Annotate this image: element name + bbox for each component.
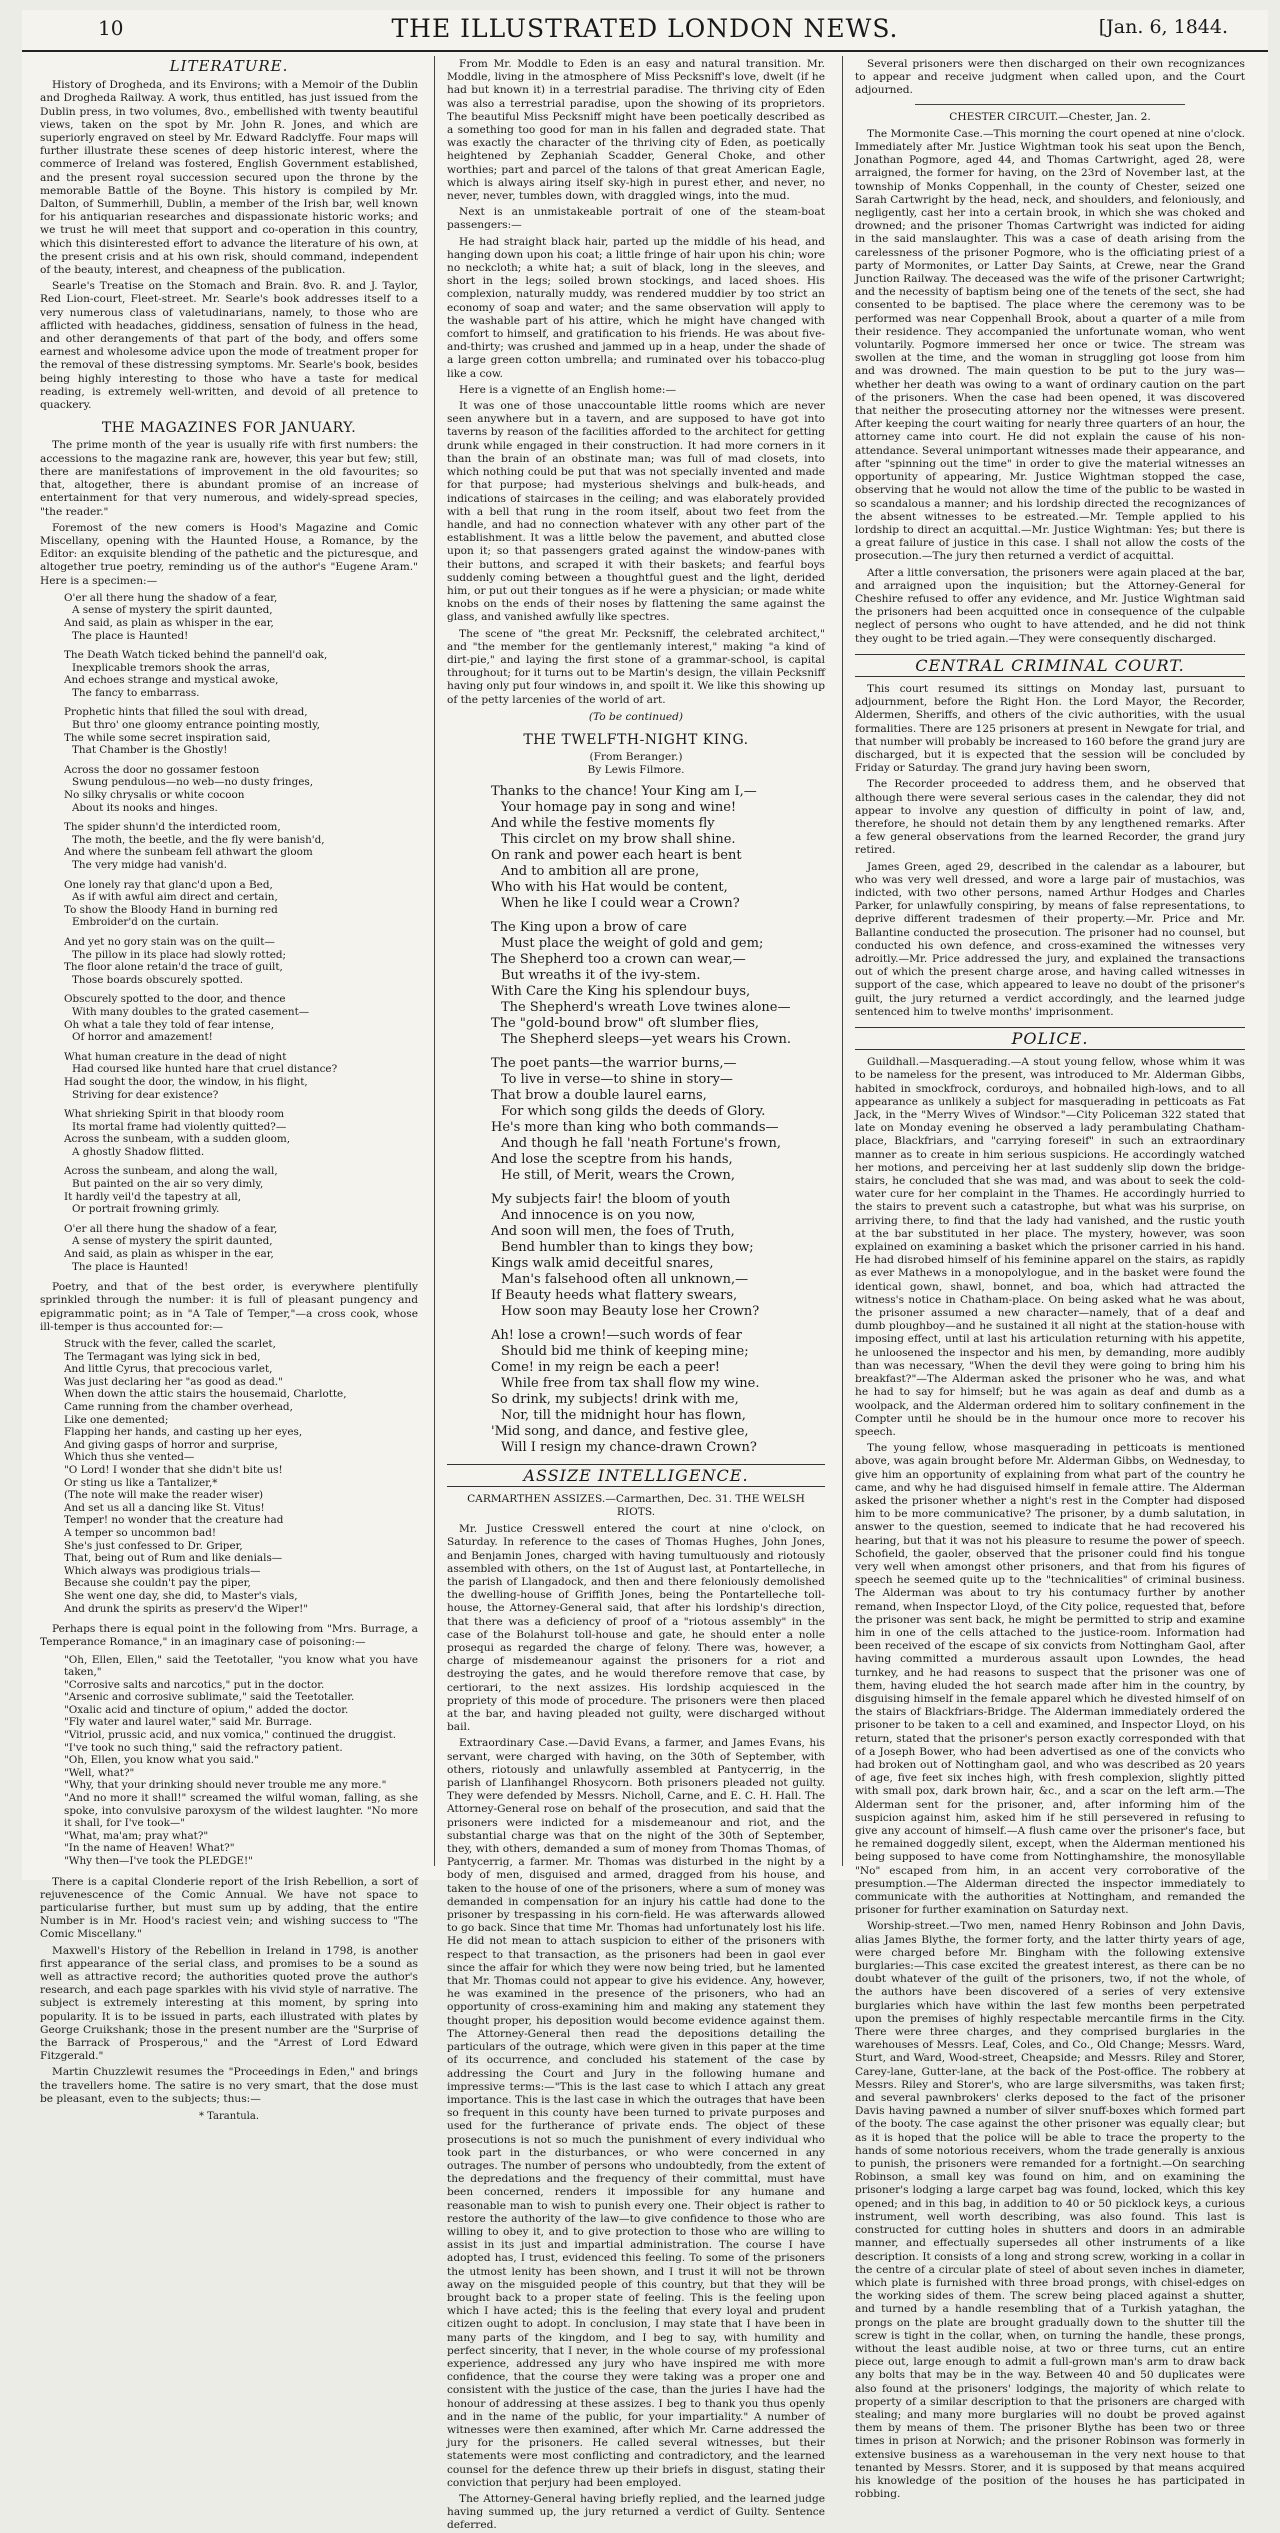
poem-line: Which thus she vented— <box>64 1451 195 1464</box>
central-criminal-court-heading: CENTRAL CRIMINAL COURT. <box>855 654 1245 677</box>
poem-line: (The note will make the reader wiser) <box>64 1489 264 1502</box>
poem-line: "Arsenic and corrosive sublimate," said the Teetotaller. <box>64 1691 355 1704</box>
poem-line: But thro' one gloomy entrance pointing mostly, <box>72 719 320 732</box>
stanza <box>64 936 418 986</box>
poem-line: When he like I could wear a Crown? <box>501 895 740 911</box>
poem-line: Across the sunbeam, with a sudden gloom, <box>64 1133 291 1146</box>
chester-paragraph: The Mormonite Case.—This morning the court opened at nine o'clock. Immediately after Mr. Justice Wightman took his seat upon the Bench, Jonathan Pogmore, aged 44, and Thomas Cartwright, aged 28, were arraigned, the former for having, on the 23rd of November last, at the township of Monks Coppenhall, in the county of Chester, seized one Sarah Cartwright by the head, neck, and shoulders, and feloniously, and negligently, cast her into a certain brook, in which she was choked and drowned; and the prisoner Thomas Cartwright was indicted for aiding in the said manslaughter. This was a case of death arising from the carelessness of the prisoner Pogmore, who is the officiating priest of a party of Mormonites, or Latter Day Saints, at Crewe, near the Grand Junction Railway. The deceased was the wife of the prisoner Cartwright; and the necessity of baptism being one of the tenets of the sect, she had consented to be baptised. The place where the ceremony was to be performed was near Coppenhall Brook, about a quarter of a mile from their residence. They accompanied the unfortunate woman, who went voluntarily. Pogmore immersed her once or twice. The stream was swollen at the time, and the woman in struggling got loose from him and was drowned. The main question to be put to the jury was—whether her death was owing to a want of ordinary caution on the part of the prisoners. When the case had been opened, it was discovered that neither the prosecuting attorney nor the witnesses were present. After keeping the court waiting for nearly three quarters of an hour, the attorney came into court. He did not explain the cause of his non-attendance. Several unimportant witnesses made their appearance, and after "spinning out the time" in order to give the material witnesses an opportunity of appearing, Mr. Justice Wightman stopped the case, observing that he would not allow the time of the public to be wasted in so scandalous a manner; and his lordship directed the recognizances of the absent witnesses to be estreated.—Mr. Temple applied to his lordship to direct an acquittal.—Mr. Justice Wightman: Yes; but there is a great failure of justice in this case. I shall not allow the costs of the prosecution.—The jury then returned a verdict of acquittal. <box>855 127 1245 563</box>
poem-line: A temper so uncommon bad! <box>64 1526 217 1539</box>
poem-line: Had sought the door, the window, in his flight, <box>64 1075 308 1088</box>
poem-line: Should bid me think of keeping mine; <box>501 1343 749 1359</box>
poem-line: The Shepherd sleeps—yet wears his Crown. <box>501 1031 792 1047</box>
chester-paragraph: After a little conversation, the prisoners were again placed at the bar, and arraigned upon the inquisition; but the Attorney-General for Cheshire refused to offer any evidence, and Mr. Justice Wightman said the prisoners had been acquitted once in consequence of the culpable neglect of persons who ought to have attended, and he did not think they ought to be tried again.—They were consequently discharged. <box>855 566 1245 645</box>
poem-line: Across the door no gossamer festoon <box>64 763 260 776</box>
article-drogheda: History of Drogheda, and its Environs; with a Memoir of the Dublin and Drogheda Railway. A work, thus entitled, has just issued from the Dublin press, in two volumes, 8vo., embellished with twenty beautiful views, taken on the spot by Mr. John R. Jones, and which are superiorly engraved on steel by Mr. Edward Radclyffe. Four maps will further illustrate these scenes of deep historic interest, where the commerce of Ireland was fostered, English Government established, and the present royal succession secured upon the throne by the memorable Battle of the Boyne. This history is compiled by Mr. Dalton, of Summerhill, Dublin, a member of the Irish bar, well known for his antiquarian researches and dispassionate historic works; and we trust he will meet that support and co-operation in this country, which this disinterested effort to advance the literature of his own, at the present crisis and at his own risk, should command, independent of the beauty, interest, and cheapness of the publication. <box>40 79 418 277</box>
ccc-paragraph: This court resumed its sittings on Monday last, pursuant to adjournment, before the Right Hon. the Lord Mayor, the Recorder, Aldermen, Sheriffs, and others of the civic authorities, with the usual formalities. There are 125 prisoners at present in Newgate for trial, and that number will probably be increased to 160 before the grand jury are discharged, but it is expected that the session will be concluded by Friday or Saturday. The grand jury having been sworn, <box>855 682 1245 775</box>
poem-line: The King upon a brow of care <box>491 919 687 935</box>
poem-line: The "gold-bound brow" oft slumber flies, <box>491 1015 760 1031</box>
stanza <box>64 821 418 871</box>
poem-line: Came running from the chamber overhead, <box>64 1401 293 1413</box>
temper-intro: Poetry, and that of the best order, is everywhere plentifully sprinkled through the number: it is full of pleasant pungency and epigrammatic point; as in "A Tale of Temper,"—a cross cook, whose ill-temper is thus accounted for:— <box>40 1281 418 1333</box>
poem-line: This circlet on my brow shall shine. <box>501 831 736 847</box>
poem-line: Because she couldn't pay the piper, <box>64 1577 251 1590</box>
poem-line: The very midge had vanish'd. <box>72 859 227 871</box>
poem-line: Struck with the fever, called the scarlet, <box>64 1338 276 1351</box>
stanza <box>64 993 418 1043</box>
police-heading: POLICE. <box>855 1027 1245 1050</box>
poem-line: To live in verse—to shine in story— <box>501 1071 733 1087</box>
poem-line: "Vitriol, prussic acid, and nux vomica," continued the druggist. <box>64 1729 396 1742</box>
poem-line: "Why, that your drinking should never trouble me any more." <box>64 1779 387 1792</box>
poem-line: The place is Haunted! <box>72 1260 189 1273</box>
poem-line: "In the name of Heaven! What?" <box>64 1842 235 1855</box>
stanza <box>64 706 418 756</box>
poem-line: The while some secret inspiration said, <box>64 731 271 744</box>
masthead <box>22 10 1268 52</box>
poem-line: And while the festive moments fly <box>491 815 715 831</box>
carmarthen-paragraph: The Attorney-General having briefly replied, and the learned judge having summed up, the jury returned a verdict of Guilty. Sentence deferred. <box>447 2493 825 2532</box>
newspaper-title: THE ILLUSTRATED LONDON NEWS. <box>391 14 899 43</box>
poem-line: The Termagant was lying sick in bed, <box>64 1350 261 1363</box>
police-paragraph: Worship-street.—Two men, named Henry Robinson and John Davis, alias James Blythe, the former forty, and the latter thirty years of age, were charged before Mr. Bingham with the following extensive burglaries:—This case excited the greatest interest, as there can be no doubt whatever of the guilt of the prisoners, two, if not the whole, of the authors have been discovered of a series of very extensive burglaries which have within the last few months been perpetrated upon the premises of highly respectable mercantile firms in the City. There were three charges, and they comprised burglaries in the warehouses of Messrs. Leaf, Coles, and Co., Old Change; Messrs. Ward, Sturt, and Ward, Wood-street, Cheapside; and Messrs. Riley and Storer, Carey-lane, Gutter-lane, at the back of the Post-office. The robbery at Messrs. Riley and Storer's, who are large silversmiths, was taken first; and several pawnbrokers' clerks deposed to the fact of the prisoner Davis having pawned a number of silver snuff-boxes which formed part of the booty. The case against the other prisoner was equally clear; but as it is hoped that the police will be able to trace the property to the hands of some notorious receivers, whom the trade generally is anxious to punish, the prisoners were remanded for a fortnight.—On searching Robinson, a small key was found on him, and on examining the prisoner's lodging a large carpet bag was found, locked, which this key opened; and in this bag, in addition to 40 or 50 picklock keys, a curious instrument, well worth describing, was also found. This last is constructed for cutting holes in shutters and doors in an admirable manner, and effectually supersedes all other instruments of a like description. It consists of a long and strong screw, working in a collar in the centre of a circular plate of steel of about seven inches in diameter, which plate is furnished with three broad prongs, with chisel-edges on the working sides of them. The screw being placed against a shutter, and turned by a handle resembling that of a Turkish yataghan, the prongs on the plate are brought gradually down to the shutter till the screw is tight in the collar, when, on turning the handle, these prongs, without the least audible noise, at two or three turns, cut an entire piece out, large enough to admit a full-grown man's arm to draw back any bolts that may be in the way. Between 40 and 50 duplicates were also found at the prisoners' lodgings, the majority of which relate to property of a similar description to that the prisoners are charged with stealing; and many more burglaries will no doubt be proved against them by means of them. The prisoner Blythe has been two or three times in prison at Norwich; and the prisoner Robinson was formerly in extensive business as a warehouseman in the very next house to that tenanted by Messrs. Storer, and it is supposed by that means acquired his knowledge of the position of the houses he has participated in robbing. <box>855 1920 1245 2501</box>
poem-line: The floor alone retain'd the trace of guilt, <box>64 961 283 974</box>
poem-line: One lonely ray that glanc'd upon a Bed, <box>64 878 273 891</box>
poem-line: The Shepherd too a crown can wear,— <box>491 951 746 967</box>
poem-line: "O Lord! I wonder that she didn't bite us! <box>64 1463 283 1476</box>
stanza <box>491 1056 825 1184</box>
ccc-paragraph: James Green, aged 29, described in the calendar as a labourer, but who was very well dressed, and wore a large pair of mustachios, was indicted, with two other persons, named Arthur Hodges and Charles Parker, for unlawfully conspiring, by means of false representations, to deprive different tradesmen of their property.—Mr. Price and Mr. Ballantine conducted the prosecution. The prisoner had no counsel, but conducted his own defence, and cross-examined the witnesses very adroitly.—Mr. Price addressed the jury, and explained the transactions out of which the present charge arose, and having called witnesses in support of the case, which appeared to leave no doubt of the prisoner's guilt, the jury returned a verdict accordingly, and the learned judge sentenced him to twelve months' imprisonment. <box>855 860 1245 1018</box>
rebellion-paragraph: There is a capital Clonderie report of the Irish Rebellion, a sort of rejuvenescence of the Comic Annual. We have not space to particularise further, but must sum up by adding, that the entire Number is in Mr. Hood's raciest vein; and wishing success to "The Comic Miscellany." <box>40 1875 418 1941</box>
poem-line: Its mortal frame had violently quitted?— <box>72 1120 287 1133</box>
poem-line: Must place the weight of gold and gem; <box>501 935 764 951</box>
eden-paragraph: The scene of "the great Mr. Pecksniff, the celebrated architect," and "the member for the gentlemanly interest," making "a kind of dirt-pie," and laying the first stone of a grammar-school, is capital throughout; for it turns out to be Martin's design, the villain Pecksniff having only put four windows in, and spoilt it. We like this showing up of the petty larcenies of the world of art. <box>447 627 825 706</box>
poem-line: O'er all there hung the shadow of a fear, <box>64 1222 278 1235</box>
twelfth-night-heading: THE TWELFTH-NIGHT KING. <box>523 731 749 748</box>
poem-line: A sense of mystery the spirit daunted, <box>72 1235 273 1248</box>
eden-paragraph: From Mr. Moddle to Eden is an easy and natural transition. Mr. Moddle, living in the atmosphere of Miss Pecksniff's love, dwelt (if he had but known it) in a terrestrial paradise. The thriving city of Eden was also a terrestrial paradise, upon the showing of its proprietors. The beautiful Miss Pecksniff might have been poetically described as a something too good for man in his fallen and degraded state. That was exactly the character of the thriving city of Eden, as poetically heightened by Zephaniah Scadder, General Choke, and other worthies; part and parcel of the talons of that great American Eagle, which is always airing itself sky-high in purest ether, and never, no never, never, tumbles down, with draggled wings, into the mud. <box>447 58 825 203</box>
stanza <box>64 649 418 699</box>
stanza <box>64 1165 418 1215</box>
poem-author: By Lewis Filmore. <box>587 764 685 777</box>
poem-line: Had coursed like hunted hare that cruel distance? <box>72 1063 338 1076</box>
poem-line: And said, as plain as whisper in the ear, <box>64 1248 274 1261</box>
eden-paragraph: It was one of those unaccountable little rooms which are never seen anywhere but in a tavern, and are supposed to have got into taverns by reason of the facilities afforded to the architect for getting drunk while engaged in their construction. It had more corners in it than the brain of an obstinate man; was full of mad closets, into which nothing could be put that was not specially invented and made for that purpose; had mysterious shelvings and bulk-heads, and indications of staircases in the ceiling; and was elaborately provided with a bell that rung in the room itself, about two feet from the handle, and had no connection whatever with any other part of the establishment. It was a little below the pavement, and abutted close upon it; so that passengers grated against the window-panes with their buttons, and scraped it with their baskets; and fearful boys suddenly coming between a thoughtful guest and the light, derided him, or put out their tongues as if he were a physician; or made white knobs on the ends of their noses by flattening the same against the glass, and vanished awfully like spectres. <box>447 400 825 624</box>
eden-paragraph: Here is a vignette of an English home:— <box>459 383 677 396</box>
poem-line: As if with awful aim direct and certain, <box>72 891 278 904</box>
poem-line: Like one demented; <box>64 1413 169 1426</box>
poem-line: The spider shunn'd the interdicted room, <box>64 821 281 834</box>
poem-line: And drunk the spirits as preserv'd the Wiper!" <box>64 1602 309 1615</box>
poem-line: "What, ma'am; pray what?" <box>64 1829 209 1842</box>
eden-paragraph: Next is an unmistakeable portrait of one of the steam-boat passengers:— <box>447 206 825 232</box>
poem-line: When down the attic stairs the housemaid, Charlotte, <box>64 1388 347 1401</box>
poem-line: "Corrosive salts and narcotics," put in the doctor. <box>64 1678 325 1691</box>
poem-line: How soon may Beauty lose her Crown? <box>501 1303 760 1319</box>
poem-line: She went one day, she did, to Master's vials, <box>64 1589 298 1602</box>
poem-line: But painted on the air so very dimly, <box>72 1178 264 1191</box>
poem-line: Will I resign my chance-drawn Crown? <box>501 1439 757 1455</box>
poem-haunted-house <box>40 592 418 1274</box>
issue-date: [Jan. 6, 1844. <box>1098 16 1228 38</box>
poem-line: And yet no gory stain was on the quilt— <box>64 935 275 948</box>
poem-line: And lose the sceptre from his hands, <box>491 1151 733 1167</box>
poem-line: 'Mid song, and dance, and festive glee, <box>491 1423 749 1439</box>
poem-line: So drink, my subjects! drink with me, <box>491 1391 739 1407</box>
column-divider <box>434 56 435 1866</box>
prisoners-discharged: Several prisoners were then discharged on their own recognizances to appear and receive judgment when called upon, and the Court adjourned. <box>855 58 1245 97</box>
poem-line: And soon will men, the foes of Truth, <box>491 1223 735 1239</box>
poem-line: If Beauty heeds what flattery swears, <box>491 1287 738 1303</box>
poem-line: The pillow in its place had slowly rotted; <box>72 948 287 961</box>
stanza <box>64 879 418 929</box>
poem-line: While free from tax shall flow my wine. <box>501 1375 760 1391</box>
poem-line: About its nooks and hinges. <box>72 801 218 814</box>
poem-line: The Shepherd's wreath Love twines alone— <box>501 999 791 1015</box>
footnote: * Tarantula. <box>198 2111 259 2123</box>
carmarthen-heading: CARMARTHEN ASSIZES.—Carmarthen, Dec. 31. THE WELSH RIOTS. <box>467 1492 805 1518</box>
poem-line: With Care the King his splendour buys, <box>491 983 751 999</box>
poem-line: Flapping her hands, and casting up her eyes, <box>64 1426 303 1439</box>
poem-line: That brow a double laurel earns, <box>491 1087 707 1103</box>
temperance-dialogue <box>40 1654 418 1868</box>
poem-line: And innocence is on you now, <box>501 1207 696 1223</box>
poem-line: Who with his Hat would be content, <box>491 879 728 895</box>
poem-line: "Well, what?" <box>64 1766 135 1779</box>
poem-line: Nor, till the midnight hour has flown, <box>501 1407 746 1423</box>
poem-twelfth-night-king <box>447 784 825 1456</box>
poem-line: The fancy to embarrass. <box>72 686 200 699</box>
poem-line: With many doubles to the grated casement— <box>72 1005 310 1018</box>
eden-paragraph: He had straight black hair, parted up the middle of his head, and hanging down upon his coat; a little fringe of hair upon his chin; wore no neckcloth; a white hat; a suit of black, long in the sleeves, and short in the legs; soiled brown stockings, and laced shoes. His complexion, naturally muddy, was rendered muddier by too strict an economy of soap and water; and the same observation will apply to the washable part of his attire, which he might have changed with comfort to himself, and gratification to his friends. He was about five-and-thirty; was crushed and jammed up in a heap, under the shade of a large green cotton umbrella; and ruminated over his tobacco-plug like a cow. <box>447 235 825 380</box>
police-paragraph: Guildhall.—Masquerading.—A stout young fellow, whose whim it was to be nameless for the present, was introduced to Mr. Alderman Gibbs, habited in smockfrock, corduroys, and hobnailed high-lows, and to all appearance as unlikely a subject for masquerading in petticoats as Fat Jack, in the "Merry Wives of Windsor."—City Policeman 322 stated that late on Monday evening he observed a lady perambulating Chatham-place, Blackfriars, and "carrying foreseif" in such an extraordinary manner as to create in him serious suspicions. He accordingly watched her motions, and perceiving her at last suddenly slip down the bridge-stairs, he concluded that she was mad, and was about to seek the cold-water cure for her complaint in the Thames. He accordingly hurried to the stairs to prevent such a catastrophe, but what was his surprise, on arriving there, to find that the lady had vanished, and the rustic youth at the bar substituted in her place. The mystery, however, was soon explained on examining a basket which the prisoner carried in his hand. He had disrobed himself of his feminine apparel on the stairs, as rapidly as ever Mathews in a monopolylogue, and in the basket were found the identical gown, shawl, bonnet, and boa, which had attracted the witness's notice in Chatham-place. On being asked what he was about, the prisoner assumed a new character—namely, that of a deaf and dumb ploughboy—and he sustained it all night at the station-house with imposing effect, until at last his articulation returning with his appetite, he unloosened the inspector and his men, by demanding, more audibly than was necessary, "When the devil they were going to bring him his breakfast?"—The Alderman asked the prisoner who he was, and what he had to say for himself; but he was again as deaf and dumb as a woolpack, and the Alderman ordered him to solitary confinement in the Compter until he should be in the humour once more to recover his speech. <box>855 1056 1245 1438</box>
ccc-paragraph: The Recorder proceeded to address them, and he observed that although there were several serious cases in the calendar, they did not appear to involve any question of difficulty in point of law, and, therefore, he should not detain them by any lengthened remarks. After a few general observations from the learned Recorder, the grand jury retired. <box>855 778 1245 857</box>
poem-line: Striving for dear existence? <box>72 1088 219 1101</box>
stanza <box>491 920 825 1048</box>
poem-line: Those boards obscurely spotted. <box>72 973 244 986</box>
stanza <box>64 1108 418 1158</box>
newspaper-page <box>22 10 1268 2532</box>
poem-line: "And no more it shall!" screamed the wilful woman, falling, as she spoke, into convulsive paroxysm of the wildest laughter. "No more it shall, for I've took—" <box>64 1792 418 1830</box>
poem-line: "Oxalic acid and tincture of opium," added the doctor. <box>64 1703 349 1716</box>
poem-line: Or portrait frowning grimly. <box>72 1203 220 1216</box>
poem-line: Of horror and amazement! <box>72 1031 213 1044</box>
poem-line: The place is Haunted! <box>72 629 189 642</box>
magazines-paragraph: Foremost of the new comers is Hood's Magazine and Comic Miscellany, opening with the Haunted House, a Romance, by the Editor: an exquisite blending of the pathetic and the picturesque, and altogether true poetry, reminding us of the author's "Eugene Aram." Here is a specimen:— <box>40 521 418 587</box>
police-paragraph: The young fellow, whose masquerading in petticoats is mentioned above, was again brought before Mr. Alderman Gibbs, on Wednesday, to give him an opportunity of explaining from what part of the country he came, and why he had disguised himself in female attire. The Alderman asked the prisoner whether a night's rest in the Compter had disposed him to be more communicative? The prisoner, by a dumb salutation, in answer to the question, seemed to indicate that he had recovered his hearing, but that it was not his pleasure to resume the power of speech. Schofield, the gaoler, observed that the prisoner could find his tongue very well when amongst other prisoners, and that from his figures of speech he seemed quite up to the "technicalities" of criminal business. The Alderman was about to try his contumacy further by another remand, when Inspector Lloyd, of the City police, requested that, before the prisoner was sent back, he might be permitted to strip and examine him in one of the cells attached to the justice-room. Information had been received of the escape of six convicts from Nottingham Gaol, after having committed a murderous assault upon Lowndes, the head turnkey, and he had reasons to suspect that the prisoner was one of them, having eluded the hot search made after him in the country, by disguising himself in the female apparel which he divested himself of on the stairs of Blackfriars-Bridge. The Alderman immediately ordered the prisoner to be taken to a cell and examined, and Inspector Lloyd, on his return, stated that the prisoner's person exactly corresponded with that of a Joseph Bower, who had been advertised as one of the convicts who had broken out of Nottingham gaol, and who was described as 20 years of age, five feet six inches high, with fresh complexion, slightly pitted with small pox, dark brown hair, &c., and a scar on the left arm.—The Alderman sent for the prisoner, and, after informing him of the suspicion against him, asked him if he still persevered in refusing to give any account of himself.—A flush came over the prisoner's face, but he remained doggedly silent, except, when the Alderman mentioned his being supposed to have come from Nottinghamshire, the monosyllable "No" escaped from him, in an accent very corroborative of the presumption.—The Alderman directed the inspector immediately to communicate with the authorities at Nottingham, and remanded the prisoner for further examination on Saturday next. <box>855 1442 1245 1917</box>
magazines-heading: THE MAGAZINES FOR JANUARY. <box>101 420 357 437</box>
poem-line: Temper! no wonder that the creature had <box>64 1514 284 1527</box>
stanza <box>64 1051 418 1101</box>
poem-line: Kings walk amid deceitful snares, <box>491 1255 714 1271</box>
stanza <box>491 1192 825 1320</box>
poem-line: A ghostly Shadow flitted. <box>72 1145 205 1158</box>
poem-line: O'er all there hung the shadow of a fear, <box>64 591 278 604</box>
chester-heading: CHESTER CIRCUIT.—Chester, Jan. 2. <box>949 110 1151 123</box>
divider <box>915 104 1185 105</box>
poem-line: And set us all a dancing like St. Vitus! <box>64 1501 265 1514</box>
rebellion-paragraph: Maxwell's History of the Rebellion in Ireland in 1798, is another first appearance of the serial class, and promises to be a sound as well as attractive record; the authorities quoted prove the author's research, and each page sparkles with his vivid style of narrative. The subject is extremely interesting at this moment, by spring into popularity. It is to be issued in parts, each illustrated with plates by George Cruikshank; those in the present number are the "Surprise of the Barrack of Prosperous," and the "Arrest of Lord Edward Fitzgerald." <box>40 1944 418 2063</box>
poem-line: No silky chrysalis or white cocoon <box>64 789 245 802</box>
poem-line: Ah! lose a crown!—such words of fear <box>491 1327 742 1343</box>
poem-line: It hardly veil'd the tapestry at all, <box>64 1190 242 1203</box>
continued-note: (To be continued) <box>588 710 684 723</box>
poem-line: Swung pendulous—no web—no dusty fringes, <box>72 776 314 789</box>
poem-line: Was just declaring her "as good as dead." <box>64 1375 283 1388</box>
poem-line: And echoes strange and mystical awoke, <box>64 674 279 687</box>
stanza <box>491 1328 825 1456</box>
poem-line: She's just confessed to Dr. Griper, <box>64 1539 243 1552</box>
poem-line: Inexplicable tremors shook the arras, <box>72 661 270 674</box>
poem-line: Oh what a tale they told of fear intense, <box>64 1018 274 1031</box>
poem-line: My subjects fair! the bloom of youth <box>491 1191 731 1207</box>
literature-heading: LITERATURE. <box>169 57 289 75</box>
poem-line: A sense of mystery the spirit daunted, <box>72 604 273 617</box>
poem-line: On rank and power each heart is bent <box>491 847 742 863</box>
poem-line: What human creature in the dead of night <box>64 1050 287 1063</box>
poem-line: "I've took no such thing," said the refractory patient. <box>64 1741 343 1754</box>
poem-tale-of-temper <box>40 1338 418 1615</box>
column-3 <box>855 58 1245 2501</box>
page-number: 10 <box>98 16 124 40</box>
assize-heading: ASSIZE INTELLIGENCE. <box>447 1464 825 1487</box>
poem-line: The moth, the beetle, and the fly were banish'd, <box>72 833 325 846</box>
stanza <box>491 784 825 912</box>
poem-line: Your homage pay in song and wine! <box>501 799 737 815</box>
poem-line: "Fly water and laurel water," said Mr. Burrage. <box>64 1716 313 1729</box>
temperance-intro: Perhaps there is equal point in the following from "Mrs. Burrage, a Temperance Romance," in an imaginary case of poisoning:— <box>40 1623 418 1649</box>
poem-line: Embroider'd on the curtain. <box>72 916 219 929</box>
poem-line: Bend humbler than to kings they bow; <box>501 1239 754 1255</box>
poem-line: That, being out of Rum and like denials— <box>64 1552 283 1565</box>
stanza <box>64 592 418 642</box>
poem-line: Across the sunbeam, and along the wall, <box>64 1165 278 1178</box>
poem-line: "Oh, Ellen, Ellen," said the Teetotaller, "you know what you have taken," <box>64 1653 418 1679</box>
stanza <box>64 1223 418 1273</box>
stanza <box>64 764 418 814</box>
poem-line: The Death Watch ticked behind the pannell'd oak, <box>64 649 328 662</box>
poem-line: "Why then—I've took the PLEDGE!" <box>64 1855 253 1867</box>
poem-line: And where the sunbeam fell athwart the gloom <box>64 846 313 859</box>
poem-line: And little Cyrus, that precocious varlet, <box>64 1363 273 1376</box>
poem-source: (From Beranger.) <box>589 751 683 764</box>
poem-line: But wreaths it of the ivy-stem. <box>501 967 701 983</box>
magazines-paragraph: The prime month of the year is usually rife with first numbers: the accessions to the magazine rank are, however, this year but few; still, there are manifestations of improvement in the old favourites; so that, altogether, there is abundant promise of an increase of entertainment for that very numerous, and widely-spread species, "the reader." <box>40 439 418 518</box>
poem-line: That Chamber is the Ghostly! <box>72 744 228 757</box>
poem-line: He still, of Merit, wears the Crown, <box>501 1167 736 1183</box>
article-searle: Searle's Treatise on the Stomach and Brain. 8vo. R. and J. Taylor, Red Lion-court, Fleet-street. Mr. Searle's book addresses itself to a very numerous class of valetudinarians, namely, to those who are afflicted with headaches, giddiness, sensation of fulness in the head, and other derangements of that part of the body, and offers some earnest and wholesome advice upon the mode of treatment proper for the removal of these distressing symptoms. Mr. Searle's book, besides being highly interesting to those who have a taste for medical reading, is extremely well-written, and devoid of all pretence to quackery. <box>40 280 418 412</box>
poem-line: Obscurely spotted to the door, and thence <box>64 993 286 1006</box>
chuzzlewit-paragraph: Martin Chuzzlewit resumes the "Proceedings in Eden," and brings the travellers home. The satire is no very smart, that the dose must be pleasant, even to the subjects; thus:— <box>40 2066 418 2105</box>
carmarthen-paragraph: Extraordinary Case.—David Evans, a farmer, and James Evans, his servant, were charged with having, on the 30th of September, with others, riotously and unlawfully assembled at Pantycerrig, in the parish of Llanfihangel Rhosycorn. Both prisoners pleaded not guilty. They were defended by Messrs. Nicholl, Carne, and E. C. H. Hall. The Attorney-General rose on behalf of the prosecution, and said that the prisoners were indicted for a misdemeanour and riot, and the substantial charge was that on the night of the 30th of September, they, with others, demanded a sum of money from Thomas Thomas, of Pantycerrig, a farmer. Mr. Thomas was disturbed in the night by a body of men, disguised and armed, dragged from his house, and taken to the house of one of the prisoners, where a sum of money was demanded in compensation for an injury his cattle had done to the prisoner by trespassing in his corn-field. He was afterwards allowed to go back. Since that time Mr. Thomas had unfortunately lost his life. He did not mean to attach suspicion to either of the prisoners with respect to that transaction, as the prisoners had been in gaol ever since the affair for which they were now being tried, but he lamented that Mr. Thomas could not appear to give his evidence. Any, however, he was examined in the presence of the prisoners, who had an opportunity of cross-examining him and making any statement they thought proper, his deposition would become evidence against them. The Attorney-General then read the depositions detailing the particulars of the outrage, which were given in this paper at the time of its occurrence, and concluded his statement of the case by addressing the Court and Jury in the following humane and impressive terms:—"This is the last case to which I attach any great importance. This is the last case in which the outrages that have been so frequent in this county have been turned to private purposes and used for the furtherance of private ends. The object of these prosecutions is not so much the punishment of every individual who took part in the disturbances, or who were concerned in any outrages. The number of persons who undoubtedly, from the extent of the depredations and the frequency of their committal, must have been concerned, renders it impossible for any humane and reasonable man to wish to punish every one. Their object is rather to restore the authority of the law—to give confidence to those who are willing to obey it, and to give protection to those who are willing to assist in its just and impartial administration. The course I have adopted has, I trust, evidenced this feeling. To some of the prisoners the utmost lenity has been shown, and I trust it will not be thrown away on the misguided people of this country, but that they will be brought back to a proper state of feeling. This is the feeling upon which I have acted; this is the feeling that every loyal and prudent citizen ought to adopt. In conclusion, I may state that I have been in many parts of the kingdom, and I beg to say, with humility and perfect sincerity, that I never, in the whole course of my professional experience, addressed any jury who have inspired me with more confidence, that the course they were taking was a proper one and consistent with the justice of the case, than the juries I have had the honour of addressing at these assizes. I beg to thank you thus openly and in the name of the public, for your impartiality." A number of witnesses were then examined, after which Mr. Carne addressed the jury for the prisoners. He called several witnesses, but their statements were most conflicting and contradictory, and the learned counsel for the defence threw up their briefs in disgust, stating their conviction that perjury had been employed. <box>447 1737 825 2489</box>
poem-line: Or sting us like a Tantalizer,* <box>64 1476 218 1489</box>
poem-line: And said, as plain as whisper in the ear, <box>64 616 274 629</box>
poem-line: And giving gasps of horror and surprise, <box>64 1438 278 1451</box>
poem-line: And to ambition all are prone, <box>501 863 700 879</box>
poem-line: Man's falsehood often all unknown,— <box>501 1271 749 1287</box>
poem-line: What shrieking Spirit in that bloody room <box>64 1108 285 1121</box>
carmarthen-paragraph: Mr. Justice Cresswell entered the court at nine o'clock, on Saturday. In reference to the cases of Thomas Hughes, John Jones, and Benjamin Jones, charged with having tumultuously and riotously assembled with others, on the 1st of August last, at Pontartelleche, in the parish of Llangadock, and then and there feloniously demolished the dwelling-house of Griffith Jones, being the Pontartelleche toll-house, the Attorney-General said, that after his lordship's direction, that there was a deficiency of proof of a "riotous assembly" in the case of the Bolahurst toll-house and gate, he should enter a nolle prosequi as regarded the charge of felony. There was, however, a charge of misdemeanour against the prisoners for a riot and destroying the gates, and he would therefore remove that case, by certiorari, to the next assizes. His lordship acquiesced in the propriety of this mode of procedure. The prisoners were then placed at the bar, and having pleaded not guilty, were discharged without bail. <box>447 1523 825 1734</box>
poem-line: Which always was prodigious trials— <box>64 1564 261 1577</box>
column-divider <box>842 56 843 1866</box>
poem-line: The poet pants—the warrior burns,— <box>491 1055 737 1071</box>
poem-line: Thanks to the chance! Your King am I,— <box>491 783 757 799</box>
poem-line: For which song gilds the deeds of Glory. <box>501 1103 766 1119</box>
poem-line: Come! in my reign be each a peer! <box>491 1359 720 1375</box>
column-1 <box>40 57 418 2123</box>
poem-line: He's more than king who both commands— <box>491 1119 779 1135</box>
poem-line: Prophetic hints that filled the soul with dread, <box>64 706 308 719</box>
column-2 <box>447 58 825 2532</box>
poem-line: And though he fall 'neath Fortune's frown, <box>501 1135 782 1151</box>
poem-line: To show the Bloody Hand in burning red <box>64 903 278 916</box>
poem-line: "Oh, Ellen, you know what you said." <box>64 1754 259 1767</box>
